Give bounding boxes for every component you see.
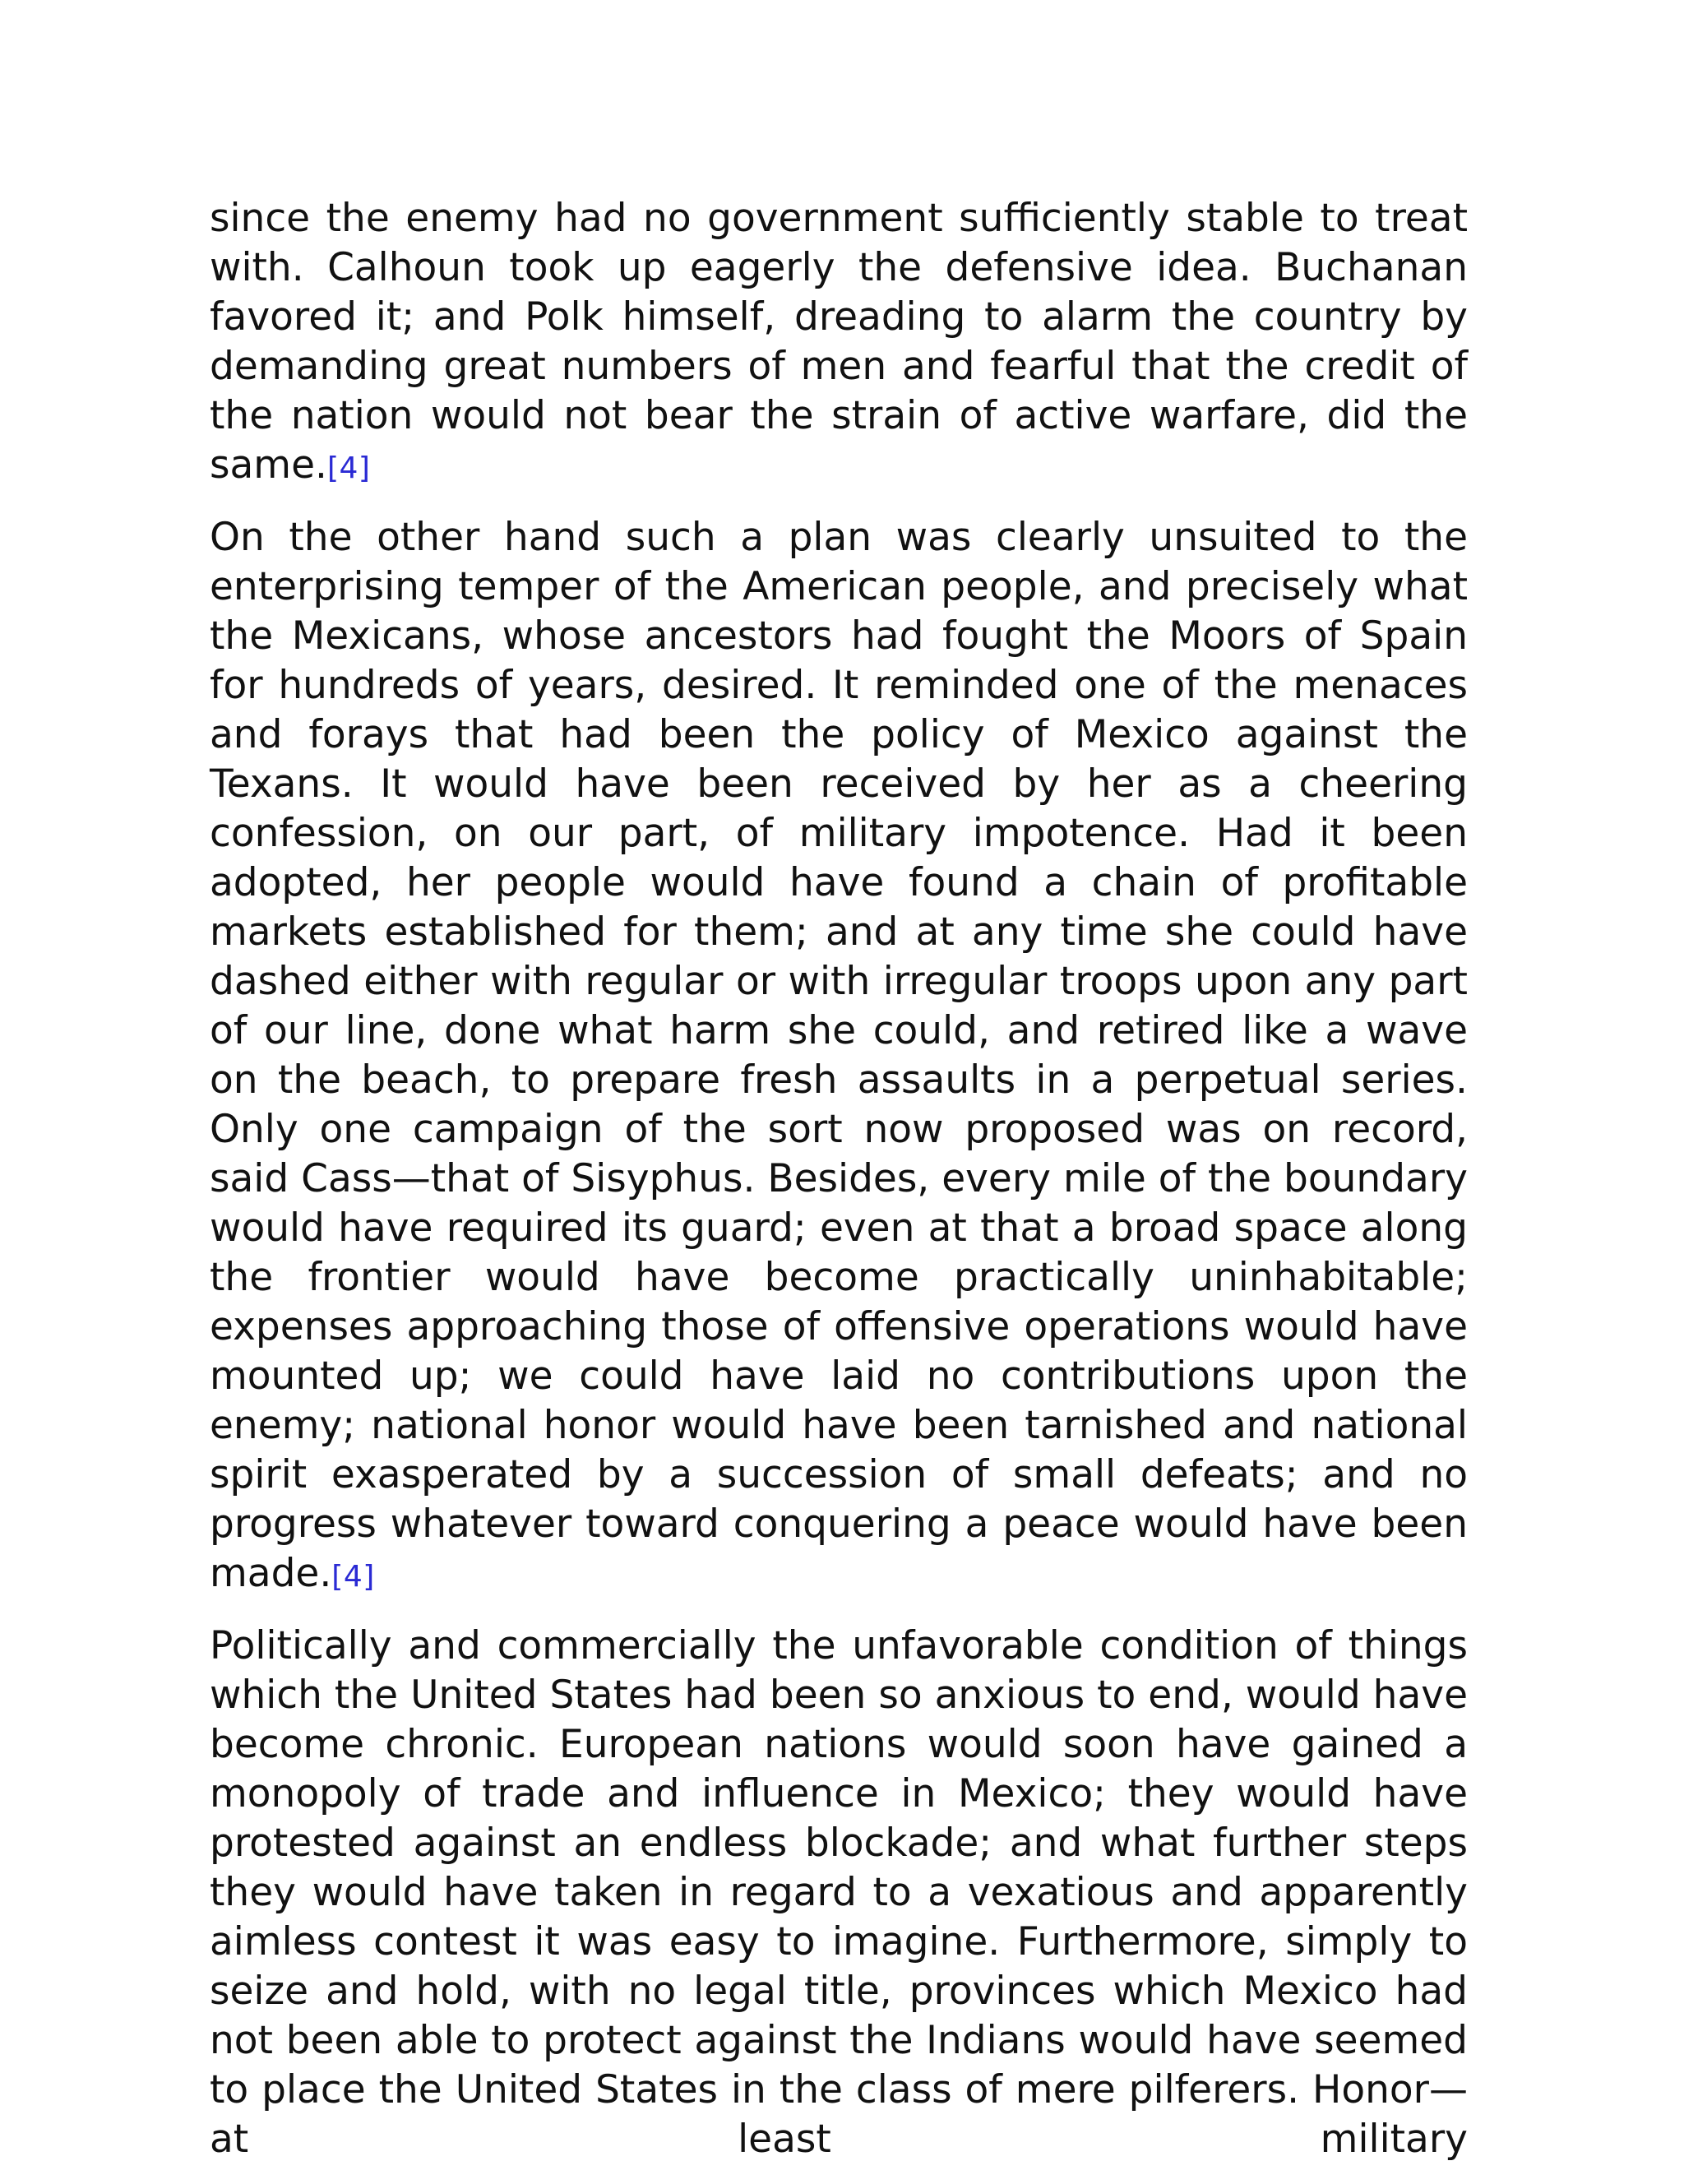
page-body bbox=[210, 194, 1468, 2184]
paragraph-1 bbox=[210, 194, 1468, 493]
paragraph-text: since the enemy had no government sufficiently stable to treat with. Calhoun took up eagerly the defensive idea. Buchanan favored it; and Polk himself, dreading to alarm the country by demanding great numbers of men and fearful that the credit of the nation would not bear the strain of active warfare, did the same. bbox=[210, 196, 1468, 488]
paragraph-3 bbox=[210, 1622, 1468, 2164]
paragraph-text: On the other hand such a plan was clearly unsuited to the enterprising temper of the American people, and precisely what the Mexicans, whose ancestors had fought the Moors of Spain for hundreds of years, desired. It reminded one of the menaces and forays that had been the policy of Mexico against the Texans. It would have been received by her as a cheering confession, on our part, of military impotence. Had it been adopted, her people would have found a chain of profitable markets established for them; and at any time she could have dashed either with regular or with irregular troops upon any part of our line, done what harm she could, and retired like a wave on the beach, to prepare fresh assaults in a perpetual series. Only one campaign of the sort now proposed was on record, said Cass—that of Sisyphus. Besides, every mile of the boundary would have required its guard; even at that a broad space along the frontier would have become practically uninhabitable; expenses approaching those of offensive operations would have mounted up; we could have laid no contributions upon the enemy; national honor would have been tarnished and national spirit exasperated by a succession of small defeats; and no progress whatever toward conquering a peace would have been made. bbox=[210, 515, 1468, 1596]
paragraph-2 bbox=[210, 513, 1468, 1602]
paragraph-text: Politically and commercially the unfavorable condition of things which the United States had been so anxious to end, would have become chronic. European nations would soon have gained a monopoly of trade and influence in Mexico; they would have protested against an endless blockade; and what further steps they would have taken in regard to a vexatious and apparently aimless contest it was easy to imagine. Furthermore, simply to seize and hold, with no legal title, provinces which Mexico had not been able to protect against the Indians would have seemed to place the United States in the class of mere pilferers. Honor—at least military bbox=[210, 1623, 1468, 2162]
footnote-link[interactable]: [4] bbox=[326, 451, 371, 485]
footnote-link[interactable]: [4] bbox=[331, 1560, 375, 1594]
